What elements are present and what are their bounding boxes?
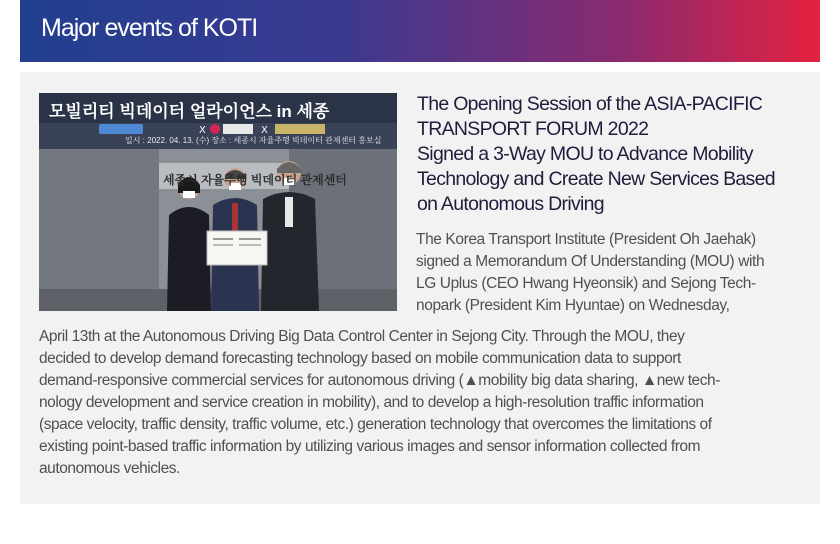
photo-illustration [39,93,397,311]
body-line: autonomous vehicles. [39,460,180,477]
body-line: (space velocity, traffic density, traffic volume, etc.) generation technology that overcomes the limitations of [39,416,712,433]
photo-banner-date: 일시 : 2022. 04. 13. (수) 장소 : 세종시 자율주행 빅데이터 관제센터 홍보실 [125,136,382,145]
photo-banner-title: 모빌리티 빅데이터 얼라이언스 in 세종 [49,102,330,121]
article-body-intro [416,229,816,317]
section-header [20,0,820,62]
body-line: nology development and service creation in mobility), and to develop a high-resolution traffic information [39,394,704,411]
event-photo [39,93,397,311]
title-line: on Autonomous Driving [417,193,604,215]
article-body-continued [39,326,809,480]
body-line: April 13th at the Autonomous Driving Big Data Control Center in Sejong City. Through the MOU, they [39,328,685,345]
title-line: The Opening Session of the ASIA-PACIFIC [417,93,763,115]
body-line: decided to develop demand forecasting technology based on mobile communication data to support [39,350,681,367]
article-title [417,92,812,217]
body-line: demand-responsive commercial services for autonomous driving (▲mobility big data sharing, ▲new tech- [39,372,720,389]
body-line: The Korea Transport Institute (President Oh Jaehak) [416,231,756,248]
svg-text:X: X [261,125,268,136]
svg-text:X: X [199,125,206,136]
title-line: Signed a 3-Way MOU to Advance Mobility [417,143,753,165]
body-line: LG Uplus (CEO Hwang Hyeonsik) and Sejong Tech- [416,275,756,292]
section-title: Major events of KOTI [41,14,258,42]
body-line: nopark (President Kim Hyuntae) on Wednesday, [416,297,730,314]
body-line: existing point-based traffic information by utilizing various images and sensor information collected from [39,438,701,455]
event-card [20,72,820,504]
photo-wall-text: 세종시 자율주행 빅데이터 관제센터 [163,173,347,187]
title-line: TRANSPORT FORUM 2022 [417,118,649,140]
body-line: signed a Memorandum Of Understanding (MOU) with [416,253,765,270]
title-line: Technology and Create New Services Based [417,168,775,190]
